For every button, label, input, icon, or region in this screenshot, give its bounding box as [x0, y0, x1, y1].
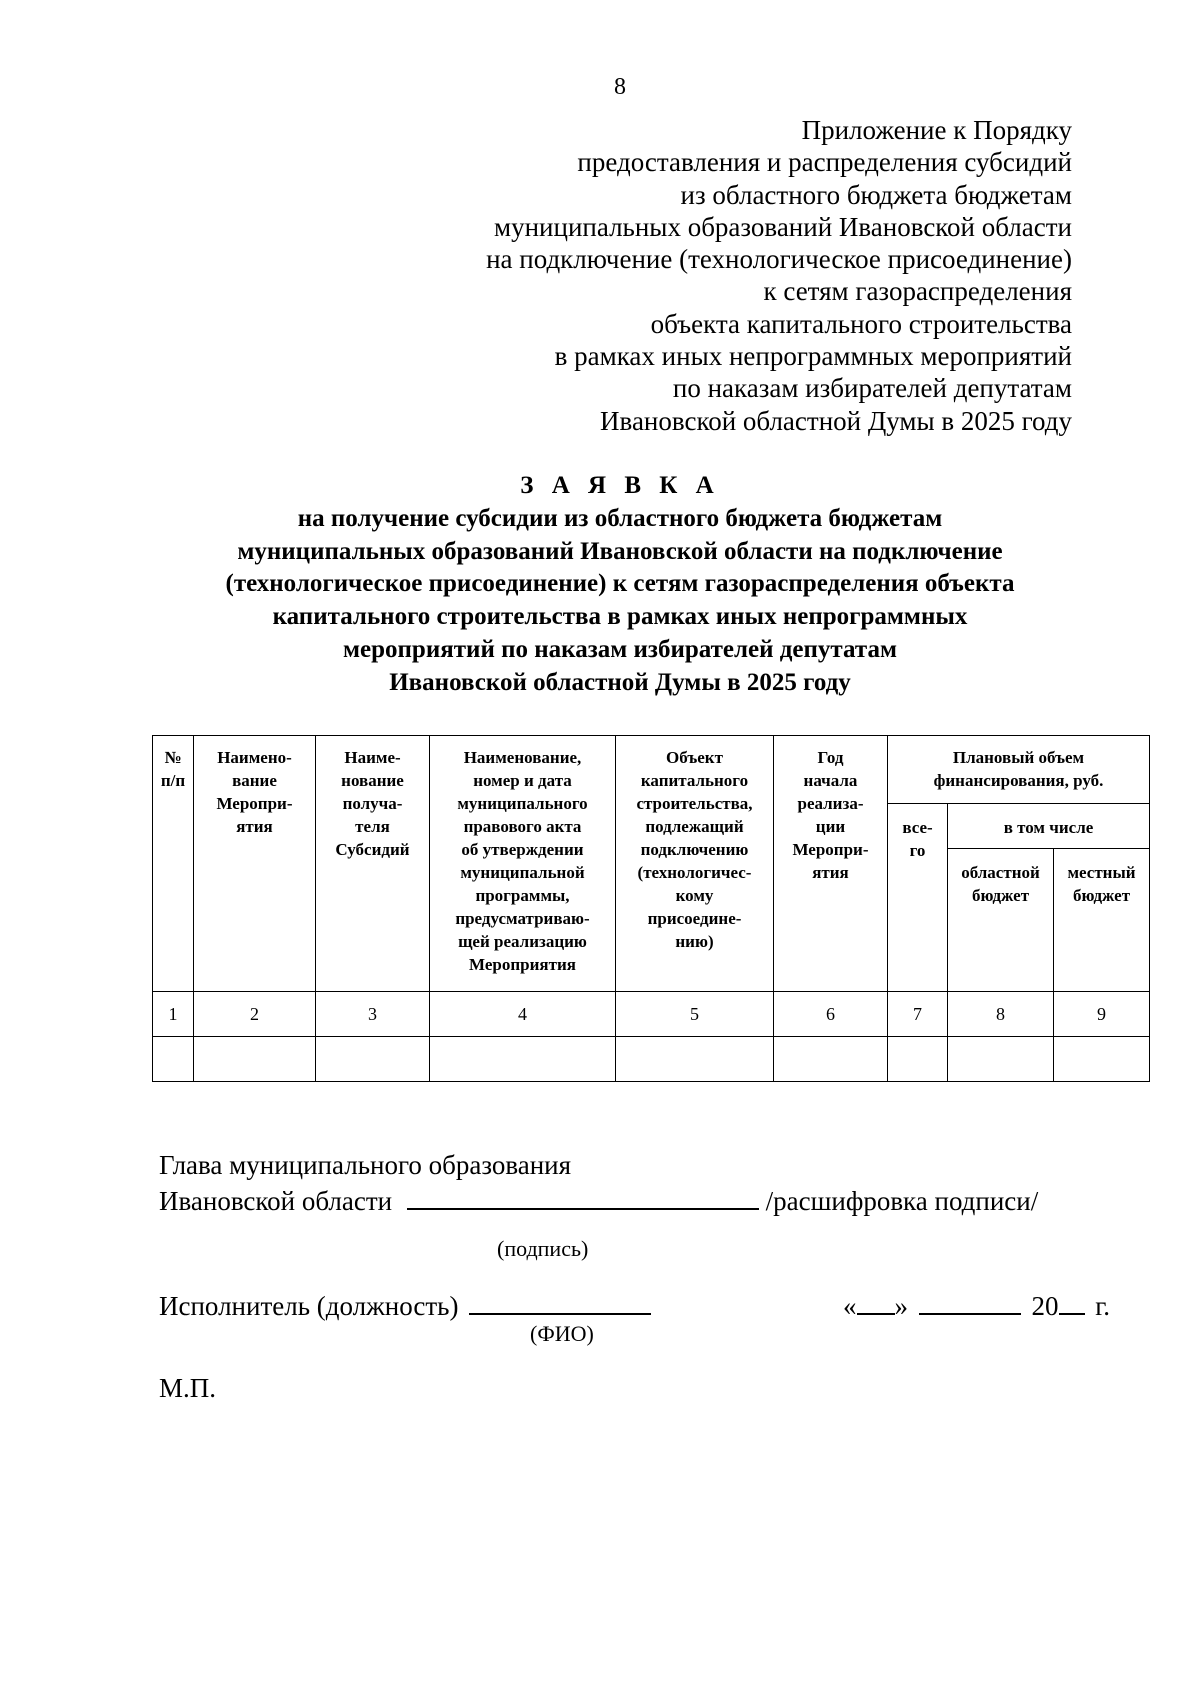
column-number: 5	[616, 992, 774, 1037]
date-open-quote: «	[843, 1291, 857, 1321]
appendix-line: к сетям газораспределения	[763, 276, 1072, 307]
title-line: муниципальных образований Ивановской области на подключение	[237, 537, 1003, 565]
empty-cell[interactable]	[153, 1037, 194, 1082]
column-number: 7	[888, 992, 948, 1037]
empty-cell[interactable]	[616, 1037, 774, 1082]
fio-caption: (ФИО)	[530, 1321, 594, 1346]
stamp-place: М.П.	[159, 1373, 217, 1403]
title-line: на получение субсидии из областного бюджета бюджетам	[297, 504, 943, 532]
empty-data-row	[153, 1037, 1150, 1082]
request-table	[152, 735, 1150, 1082]
column-number: 3	[316, 992, 430, 1037]
signature-decoding: /расшифровка подписи/	[765, 1186, 1039, 1216]
head-title-line1: Глава муниципального образования	[159, 1150, 572, 1180]
header-recipient-name: Наиме- нование получа- теля Субсидий	[316, 736, 430, 992]
date-year-suffix: г.	[1095, 1291, 1111, 1321]
appendix-line: по наказам избирателей депутатам	[672, 373, 1072, 404]
header-including: в том числе	[948, 804, 1150, 849]
date-day-line[interactable]	[857, 1287, 895, 1315]
appendix-line: объекта капитального строительства	[650, 308, 1072, 339]
appendix-line: Приложение к Порядку	[801, 115, 1072, 145]
appendix-block	[312, 114, 1072, 437]
date-line	[843, 1287, 1110, 1322]
header-number: № п/п	[153, 736, 194, 992]
empty-cell[interactable]	[316, 1037, 430, 1082]
signature-line[interactable]	[407, 1182, 759, 1210]
appendix-line: предоставления и распределения субсидий	[577, 147, 1072, 178]
header-total: все- го	[888, 804, 948, 992]
empty-cell[interactable]	[948, 1037, 1054, 1082]
executor-line	[159, 1287, 651, 1322]
document-title	[0, 470, 1200, 700]
title-line: мероприятий по наказам избирателей депутатам	[343, 635, 897, 663]
column-number: 1	[153, 992, 194, 1037]
empty-cell[interactable]	[774, 1037, 888, 1082]
empty-cell[interactable]	[430, 1037, 616, 1082]
date-year-line[interactable]	[1059, 1287, 1085, 1315]
column-number: 8	[948, 992, 1054, 1037]
head-title-line2	[159, 1182, 1038, 1217]
column-numbers-row	[153, 992, 1150, 1037]
header-legal-act: Наименование, номер и дата муниципального правового акта об утверждении муниципальной программы, предусматриваю- щей реализацию Мероприятия	[430, 736, 616, 992]
title-line: (технологическое присоединение) к сетям газораспределения объекта	[225, 570, 1015, 598]
executor-label: Исполнитель (должность)	[159, 1291, 459, 1321]
appendix-line: из областного бюджета бюджетам	[680, 179, 1072, 210]
appendix-line: Ивановской областной Думы в 2025 году	[600, 405, 1072, 436]
date-close-quote: »	[894, 1291, 908, 1321]
column-number: 9	[1054, 992, 1150, 1037]
page-number: 8	[614, 74, 626, 100]
column-number: 6	[774, 992, 888, 1037]
title-heading: З А Я В К А	[520, 472, 720, 499]
header-regional-budget: областной бюджет	[948, 849, 1054, 992]
empty-cell[interactable]	[1054, 1037, 1150, 1082]
head-title-region: Ивановской области	[159, 1186, 393, 1216]
header-planned-financing: Плановый объем финансирования, руб.	[888, 736, 1150, 804]
executor-fio-line[interactable]	[469, 1287, 651, 1315]
empty-cell[interactable]	[888, 1037, 948, 1082]
appendix-line: на подключение (технологическое присоединение)	[486, 244, 1072, 275]
date-month-line[interactable]	[919, 1287, 1021, 1315]
header-local-budget: местный бюджет	[1054, 849, 1150, 992]
title-line: капитального строительства в рамках иных непрограммных	[272, 603, 968, 631]
column-number: 4	[430, 992, 616, 1037]
header-start-year: Год начала реализа- ции Меропри- ятия	[774, 736, 888, 992]
date-year-prefix: 20	[1031, 1291, 1059, 1321]
header-event-name: Наимено- вание Меропри- ятия	[194, 736, 316, 992]
column-number: 2	[194, 992, 316, 1037]
appendix-line: муниципальных образований Ивановской области	[494, 211, 1072, 242]
signature-caption: (подпись)	[497, 1236, 589, 1261]
appendix-line: в рамках иных непрограммных мероприятий	[554, 341, 1072, 372]
title-line: Ивановской областной Думы в 2025 году	[389, 668, 851, 696]
empty-cell[interactable]	[194, 1037, 316, 1082]
header-construction-object: Объект капитального строительства, подлежащий подключению (технологичес- кому присоедине- нию)	[616, 736, 774, 992]
